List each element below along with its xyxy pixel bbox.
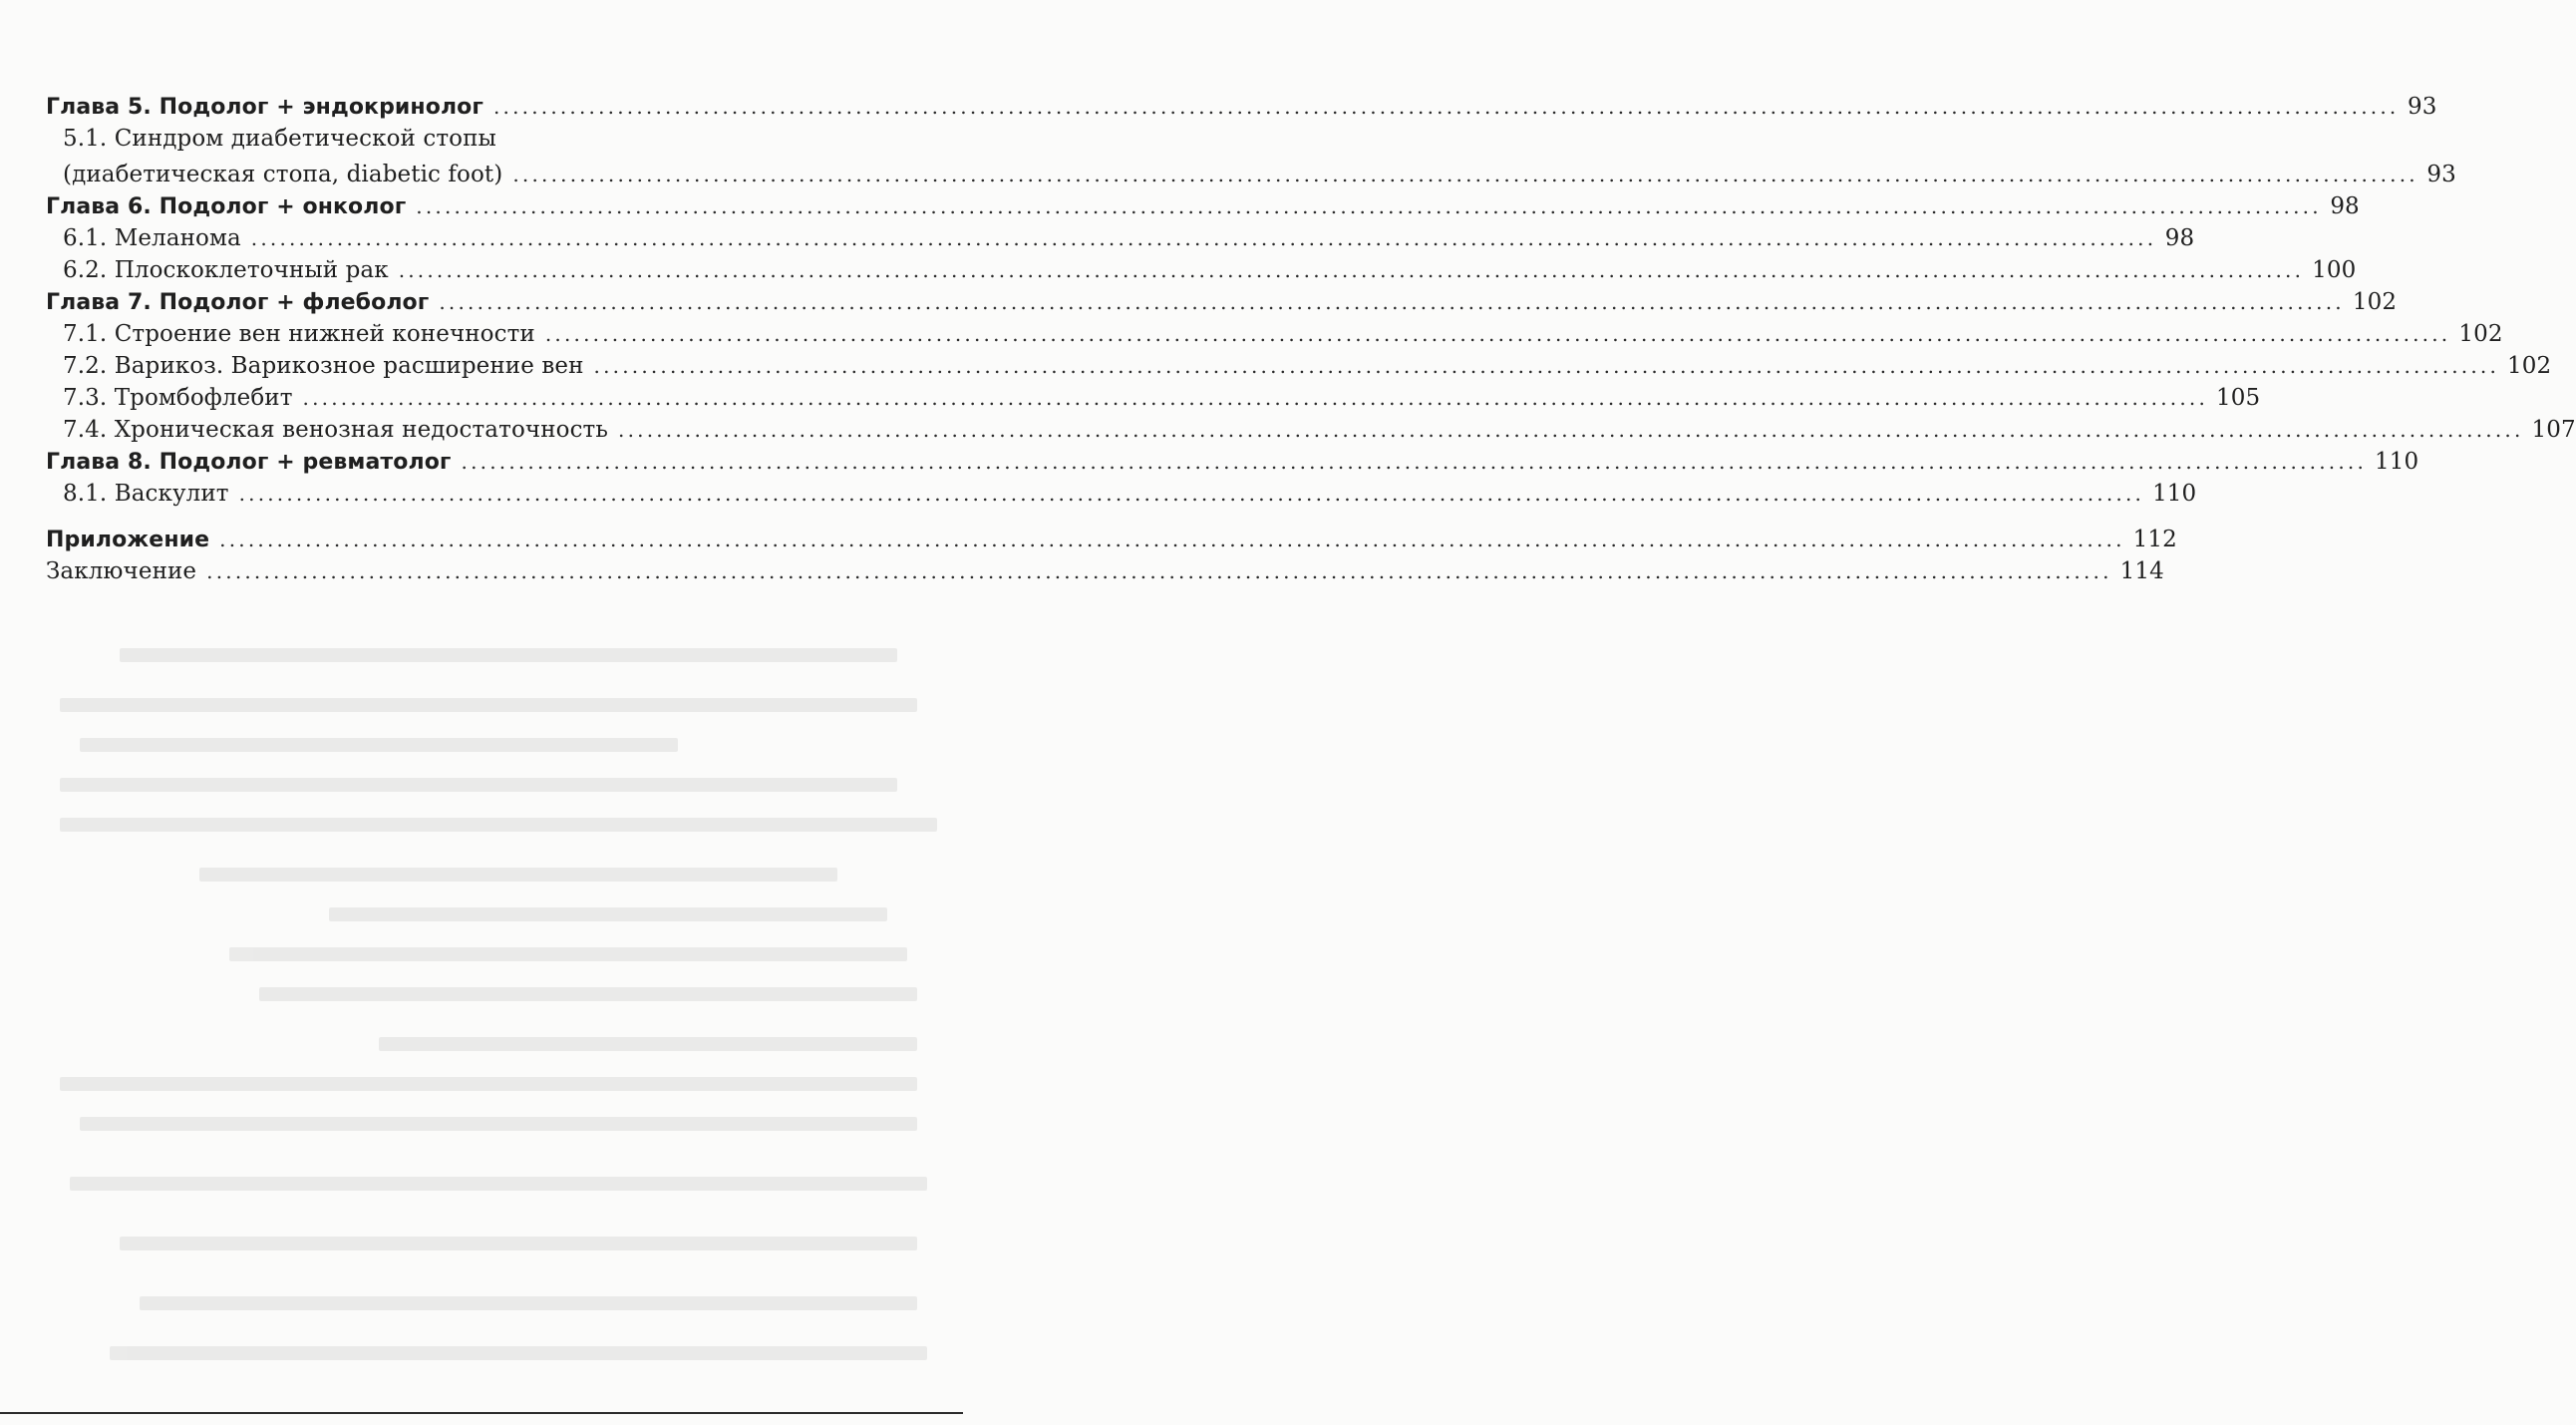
toc-leader-dots: ........................................................................................................................................................................................................ xyxy=(618,418,2524,442)
table-of-contents xyxy=(46,92,2576,588)
toc-entry-title: Заключение xyxy=(46,558,197,584)
show-through-text xyxy=(0,638,963,1396)
toc-entry-title: Глава 6. Подолог + онколог xyxy=(46,194,407,219)
toc-entry-title: (диабетическая стопа, diabetic foot) xyxy=(63,162,503,187)
toc-leader-dots: ........................................................................................................................................................................................................ xyxy=(250,226,2157,250)
toc-page-number: 102 xyxy=(2352,289,2398,315)
toc-leader-dots: ........................................................................................................................................................................................................ xyxy=(461,450,2368,474)
toc-entry-title: 7.4. Хроническая венозная недостаточность xyxy=(63,417,609,443)
toc-entry xyxy=(46,124,929,160)
toc-chapter-entry xyxy=(46,287,2398,319)
toc-leader-dots: ........................................................................................................................................................................................................ xyxy=(492,95,2400,119)
toc-leader-dots: ........................................................................................................................................................................................................ xyxy=(593,354,2500,378)
toc-page-number: 102 xyxy=(2507,353,2552,379)
toc-entry-title: 8.1. Васкулит xyxy=(63,481,229,507)
toc-entry xyxy=(46,479,2197,511)
toc-entry-title: Приложение xyxy=(46,528,210,552)
toc-page-number: 102 xyxy=(2458,321,2503,347)
toc-page-number: 110 xyxy=(2152,481,2197,507)
toc-chapter-entry xyxy=(46,191,2360,223)
toc-chapter-entry xyxy=(46,447,2419,479)
toc-entry xyxy=(46,255,2357,287)
toc-entry-title: 6.1. Меланома xyxy=(63,225,241,251)
toc-page-number: 98 xyxy=(2164,225,2195,251)
toc-page-number: 100 xyxy=(2312,257,2357,283)
toc-entry-title: 5.1. Синдром диабетической стопы xyxy=(63,126,496,152)
toc-leader-dots: ........................................................................................................................................................................................................ xyxy=(439,290,2345,314)
toc-page-number: 93 xyxy=(2407,94,2437,120)
toc-page-number: 114 xyxy=(2119,558,2164,584)
toc-leader-dots: ........................................................................................................................................................................................................ xyxy=(512,163,2418,186)
toc-leader-dots: ........................................................................................................................................................................................................ xyxy=(398,258,2305,282)
toc-entry-title: Глава 7. Подолог + флеболог xyxy=(46,290,430,315)
toc-entry-title: 7.2. Варикоз. Варикозное расширение вен xyxy=(63,353,584,379)
toc-page-number: 93 xyxy=(2426,162,2456,187)
toc-chapter-entry xyxy=(46,525,2177,556)
toc-page-number: 110 xyxy=(2375,449,2419,475)
toc-entry xyxy=(46,383,2261,415)
toc-leader-dots: ........................................................................................................................................................................................................ xyxy=(416,194,2322,218)
toc-entry-title: 7.3. Тромбофлебит xyxy=(63,385,293,411)
toc-leader-dots: ........................................................................................................................................................................................................ xyxy=(544,322,2451,346)
toc-page-number: 112 xyxy=(2132,527,2177,552)
toc-leader-dots: ........................................................................................................................................................................................................ xyxy=(238,482,2145,506)
toc-entry xyxy=(46,319,2503,351)
toc-entry xyxy=(46,223,2195,255)
toc-entry xyxy=(46,351,2552,383)
toc-entry-title: 6.2. Плоскоклеточный рак xyxy=(63,257,389,283)
toc-entry-title: 7.1. Строение вен нижней конечности xyxy=(63,321,535,347)
toc-leader-dots: ........................................................................................................................................................................................................ xyxy=(219,528,2125,551)
toc-entry xyxy=(46,415,2576,447)
toc-page-number: 105 xyxy=(2216,385,2261,411)
toc-leader-dots: ........................................................................................................................................................................................................ xyxy=(206,559,2112,583)
page-edge-line xyxy=(0,1412,963,1414)
toc-entry-title: Глава 8. Подолог + ревматолог xyxy=(46,450,452,475)
toc-entry-title: Глава 5. Подолог + эндокринолог xyxy=(46,95,483,120)
toc-leader-dots: ........................................................................................................................................................................................................ xyxy=(302,386,2209,410)
toc-entry xyxy=(46,160,2456,191)
toc-page-number: 107 xyxy=(2531,417,2576,443)
toc-gap xyxy=(46,511,929,525)
toc-page-number: 98 xyxy=(2330,193,2360,219)
toc-entry xyxy=(46,556,2164,588)
toc-chapter-entry xyxy=(46,92,2437,124)
